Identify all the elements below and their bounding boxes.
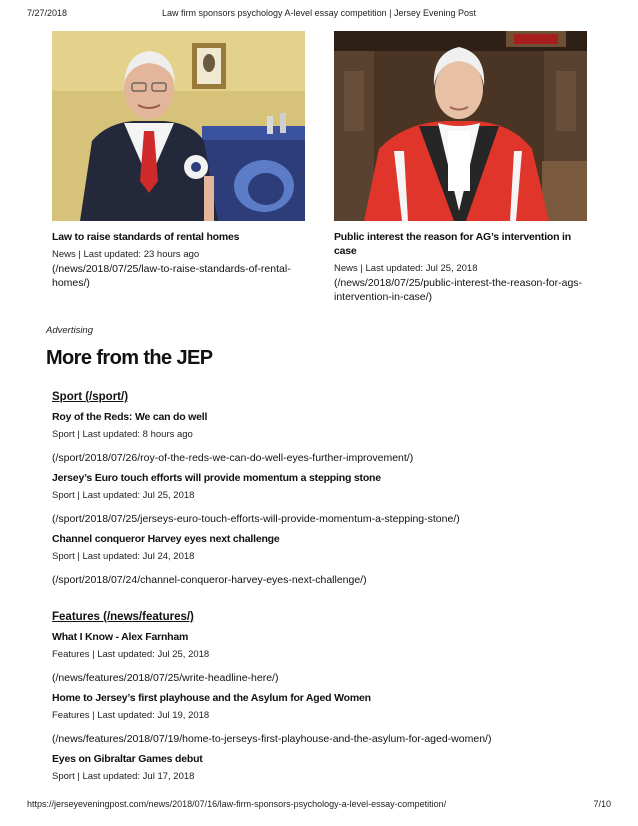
article-meta: Features | Last updated: Jul 19, 2018 [52,710,210,721]
article-title[interactable]: What I Know - Alex Farnham [52,631,189,643]
advertising-label: Advertising [46,325,93,336]
article-link[interactable]: (/news/features/2018/07/25/write-headline-here/) [52,672,279,684]
related-article-link[interactable]: (/news/2018/07/25/law-to-raise-standards-of-rental-homes/) [52,263,291,289]
list-item [52,410,460,465]
article-meta: Features | Last updated: Jul 25, 2018 [52,649,210,660]
print-footer-url: https://jerseyeveningpost.com/news/2018/07/16/law-firm-sponsors-psychology-a-level-essay-competition/ [27,799,447,809]
related-article-1[interactable] [52,230,302,290]
list-item [52,532,460,587]
section-heading-link[interactable]: Sport (/sport/) [52,391,129,403]
article-title[interactable]: Channel conqueror Harvey eyes next challenge [52,533,280,545]
article-link[interactable]: (/sport/2018/07/25/jerseys-euro-touch-efforts-will-provide-momentum-a-stepping-stone/) [52,513,460,525]
rental-homes-photo[interactable] [52,31,305,221]
related-article-link[interactable]: (/news/2018/07/25/public-interest-the-reason-for-ags-intervention-in-case/) [334,277,583,303]
article-link[interactable]: (/sport/2018/07/26/roy-of-the-reds-we-can-do-well-eyes-further-improvement/) [52,452,414,464]
article-meta: Sport | Last updated: 8 hours ago [52,429,193,440]
related-article-meta: News | Last updated: 23 hours ago [52,249,200,260]
related-article-2[interactable] [334,230,590,304]
list-item [52,752,491,783]
article-meta: Sport | Last updated: Jul 25, 2018 [52,490,195,501]
article-meta: Sport | Last updated: Jul 24, 2018 [52,551,195,562]
article-title[interactable]: Roy of the Reds: We can do well [52,411,208,423]
features-section [52,610,491,786]
list-item [52,471,460,526]
more-from-jep-heading: More from the JEP [46,347,213,369]
man-in-suit-image [52,31,305,221]
ag-intervention-photo[interactable] [334,31,587,221]
print-date: 7/27/2018 [27,8,68,18]
article-link[interactable]: (/news/features/2018/07/19/home-to-jerseys-first-playhouse-and-the-asylum-for-aged-women/) [52,733,492,745]
article-link[interactable]: (/sport/2018/07/24/channel-conqueror-harvey-eyes-next-challenge/) [52,574,367,586]
section-heading-link[interactable]: Features (/news/features/) [52,611,194,623]
man-in-red-robe-image [334,31,587,221]
article-title[interactable]: Home to Jersey’s first playhouse and the Asylum for Aged Women [52,692,371,704]
sport-section [52,390,460,590]
related-article-title[interactable]: Law to raise standards of rental homes [52,231,240,243]
print-title: Law firm sponsors psychology A-level essay competition | Jersey Evening Post [162,8,476,18]
article-title[interactable]: Jersey’s Euro touch efforts will provide momentum a stepping stone [52,472,381,484]
page-number: 7/10 [593,799,611,809]
related-article-meta: News | Last updated: Jul 25, 2018 [334,263,478,274]
article-title[interactable]: Eyes on Gibraltar Games debut [52,753,203,765]
list-item [52,630,491,685]
list-item [52,691,491,746]
related-article-title[interactable]: Public interest the reason for AG’s intervention in case [334,231,571,257]
article-meta: Sport | Last updated: Jul 17, 2018 [52,771,195,782]
